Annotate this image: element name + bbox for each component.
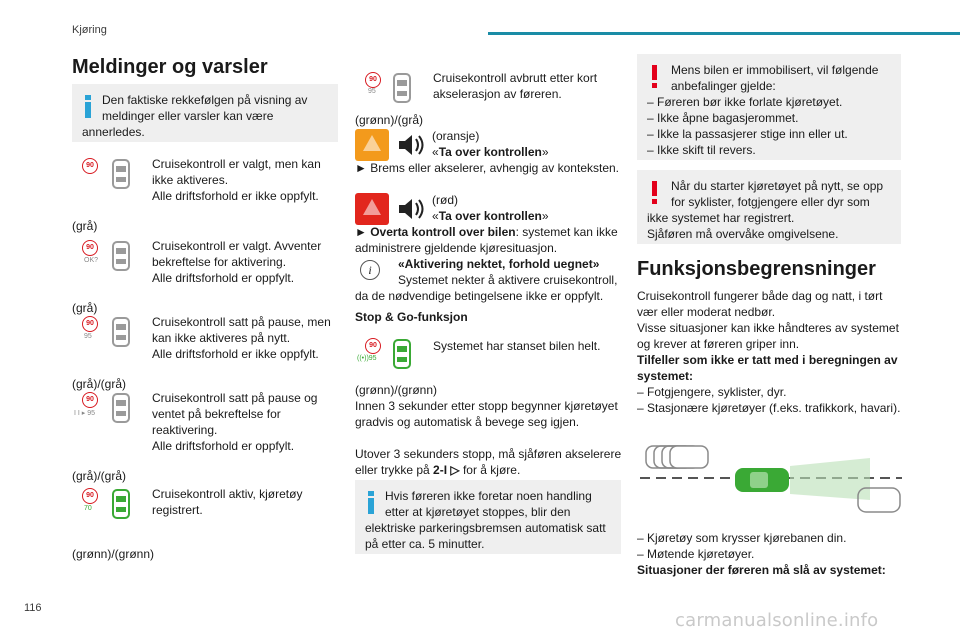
message-text: Systemet har stanset bilen helt.	[433, 339, 601, 353]
speaker-icon	[396, 131, 426, 159]
speaker-icon	[396, 195, 426, 223]
key-label: 2-I ▷	[433, 463, 460, 477]
state-label: (grå)	[72, 219, 98, 233]
vehicle-icon	[110, 316, 132, 348]
message-item-aborted	[355, 68, 625, 112]
list-item: – Fotgjengere, syklister, dyr.	[637, 385, 787, 399]
warning-icon	[651, 181, 659, 203]
take-over-label: Ta over kontrollen	[438, 209, 542, 223]
quote-close: »	[541, 145, 549, 159]
info-box-parking-brake	[355, 480, 621, 554]
list-item: – Ikke åpne bagasjerommet.	[647, 111, 799, 125]
activation-denied-text	[398, 256, 623, 272]
para2-text-end: for å kjøre.	[459, 463, 521, 477]
quote-close: »	[541, 209, 549, 223]
list-item: – Kjøretøy som krysser kjørebanen din.	[637, 531, 847, 545]
section-title-limitations: Funksjonsbegrensninger	[637, 258, 876, 280]
activation-denied-title: «Aktivering nektet, forhold uegnet»	[398, 257, 600, 271]
header-accent-bar	[488, 32, 960, 35]
list-item: – Stasjonære kjøretøyer (f.eks. trafikkork, havari).	[637, 401, 901, 415]
warning-text: Når du starter kjøretøyet på nytt, se opp for syklister, fotgjengere eller dyr som ikke systemet har registrert. Sjåføren må overvåke omgivelsene.	[647, 179, 884, 241]
state-label: (grå)/(grå)	[72, 469, 127, 483]
warning-intro: Mens bilen er immobilisert, vil følgende anbefalinger gjelde:	[671, 63, 879, 93]
warning-box-restart	[637, 170, 901, 244]
list-item: – Ikke skift til revers.	[647, 143, 756, 157]
vehicle-icon	[110, 488, 132, 520]
vehicle-gray-icon	[391, 72, 413, 104]
section-title-messages: Meldinger og varsler	[72, 56, 268, 78]
list-item: – Ikke la passasjerer stige inn eller ut.	[647, 127, 848, 141]
limitations-paragraph: Cruisekontroll fungerer både dag og natt, i tørt vær eller moderat nedbør. Visse situasjoner kan ikke håndteres av systemet og krever at føreren griper inn.	[637, 289, 899, 351]
color-label: (rød)	[432, 193, 458, 207]
state-label: (grå)/(grå)	[72, 377, 127, 391]
color-label: (oransje)	[432, 129, 480, 143]
red-alert-icon	[355, 193, 389, 225]
speed-limit-badge: 90	[82, 240, 98, 256]
message-text: Cruisekontroll er valgt. Avventer bekreftelse for aktivering. Alle driftsforhold er oppfylt.	[152, 239, 322, 285]
activation-denied-desc: Systemet nekter å aktivere cruisekontroll, da de nødvendige betingelsene ikke er oppfylt.	[355, 273, 618, 303]
message-item	[72, 312, 342, 372]
limitations-bold-1: Tilfeller som ikke er tatt med i beregningen av systemet:	[637, 353, 898, 383]
state-label: (grå)	[72, 301, 98, 315]
message-text: Cruisekontroll aktiv, kjøretøy registrert.	[152, 487, 303, 517]
info-text: Den faktiske rekkefølgen på visning av meldinger eller varsler kan være annerledes.	[82, 93, 308, 139]
speed-limit-badge: 90	[365, 72, 381, 88]
quote-open: «	[432, 209, 439, 223]
speed-limit-badge: 90	[82, 488, 98, 504]
message-item	[72, 484, 342, 544]
message-text: Cruisekontroll avbrutt etter kort akselerasjon av føreren.	[433, 71, 598, 101]
list-item: – Møtende kjøretøyer.	[637, 547, 755, 561]
info-box-order	[72, 84, 338, 142]
set-speed-label: 95	[368, 88, 376, 95]
speed-limit-badge: 90	[82, 392, 98, 408]
info-icon	[84, 95, 92, 117]
orange-instruction: ► Brems eller akselerer, avhengig av konteksten.	[355, 161, 620, 175]
take-over-label: Ta over kontrollen	[438, 145, 542, 159]
message-text: Cruisekontroll satt på pause og ventet på bekreftelse for reaktivering. Alle driftsforhold er oppfylt.	[152, 391, 318, 453]
message-item-stopgo	[355, 334, 625, 378]
info-circle-icon: i	[360, 260, 380, 280]
orange-alert-icon	[355, 129, 389, 161]
message-item	[72, 388, 342, 453]
speed-limit-badge: 90	[365, 338, 381, 354]
vehicle-icon	[110, 392, 132, 424]
message-item	[72, 154, 342, 214]
stop-go-paragraph-2	[355, 446, 623, 478]
warning-icon	[651, 65, 659, 87]
running-header: Kjøring	[72, 24, 107, 36]
take-over-line	[432, 208, 622, 224]
red-alert-text	[432, 192, 622, 224]
page-number: 116	[24, 602, 42, 614]
vehicle-icon	[110, 240, 132, 272]
speed-limit-badge: 90	[82, 316, 98, 332]
red-instruction-text: : systemet kan ikke administrere gjeldende kjøresituasjon.	[355, 225, 618, 255]
para2-text: Utover 3 sekunders stopp, må sjåføren akselerere eller trykke på	[355, 447, 622, 477]
vehicle-green-icon	[391, 338, 413, 370]
take-over-line	[432, 144, 622, 160]
warning-list	[647, 94, 891, 158]
message-text: Cruisekontroll satt på pause, men kan ikke aktiveres på nytt. Alle driftsforhold er ikke oppfylt.	[152, 315, 331, 361]
state-label: (grønn)/(grønn)	[72, 547, 155, 561]
watermark: carmanualsonline.info	[675, 610, 879, 631]
stop-go-paragraph-1: Innen 3 sekunder etter stopp begynner kjøretøyet gradvis og automatisk å bevege seg igjen.	[355, 399, 618, 429]
info-icon	[367, 491, 375, 513]
limitations-bold-2: Situasjoner der føreren må slå av systemet:	[637, 563, 886, 577]
message-item	[72, 236, 342, 296]
state-label: (grønn)/(grønn)	[355, 383, 438, 397]
stop-go-heading: Stop & Go-funksjon	[355, 310, 468, 324]
speed-limit-badge: 90	[82, 158, 98, 174]
set-speed-label: OK?	[84, 257, 99, 264]
warning-box-immobilised	[637, 54, 901, 160]
limitations-list-2	[637, 530, 905, 562]
state-label: (grønn)/(grå)	[355, 113, 424, 127]
set-speed-label: 70	[84, 505, 92, 512]
message-text: Cruisekontroll er valgt, men kan ikke aktiveres. Alle driftsforhold er ikke oppfylt.	[152, 157, 321, 203]
quote-open: «	[432, 145, 439, 159]
set-speed-label: I I ▸ 95	[74, 410, 96, 417]
list-item: – Føreren bør ikke forlate kjøretøyet.	[647, 95, 843, 109]
traffic-illustration	[640, 436, 902, 520]
orange-alert-text	[432, 128, 622, 160]
red-instruction-lead: ► Overta kontroll over bilen	[355, 225, 516, 239]
stop-speed-label: ((•))95	[357, 355, 377, 362]
info-text: Hvis føreren ikke foretar noen handling etter at kjøretøyet stoppes, blir den elektriske parkeringsbremsen automatisk satt på etter ca. 5 minutter.	[365, 489, 606, 551]
vehicle-icon	[110, 158, 132, 190]
set-speed-label: 95	[84, 333, 92, 340]
limitations-list-1	[637, 384, 905, 416]
red-instruction	[355, 224, 620, 256]
